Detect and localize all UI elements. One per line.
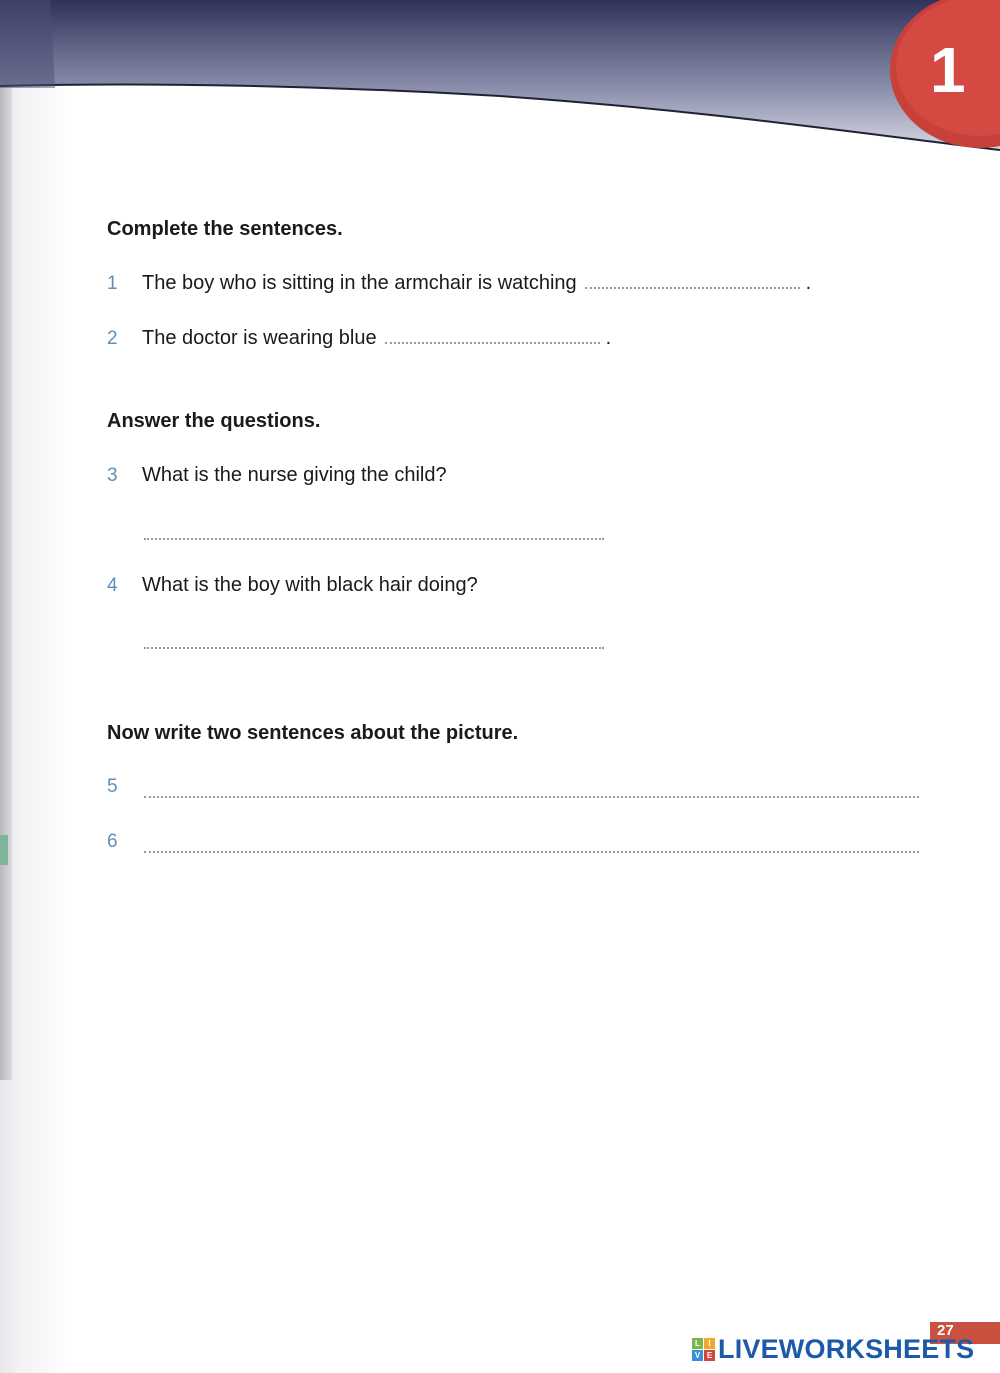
logo-grid-icon xyxy=(692,1338,715,1361)
logo-text: LIVEWORKSHEETS xyxy=(718,1334,975,1364)
book-spine xyxy=(0,80,12,1080)
answer-blank-1[interactable] xyxy=(585,273,800,289)
question-6 xyxy=(107,831,142,853)
page-number: 27 xyxy=(937,1322,954,1339)
question-text: The boy who is sitting in the armchair is watching xyxy=(142,272,577,294)
answer-line-6[interactable] xyxy=(144,849,919,853)
question-number: 6 xyxy=(107,831,118,852)
logo-letter: I xyxy=(704,1338,715,1349)
logo-letter: E xyxy=(704,1350,715,1361)
sentence-period: . xyxy=(605,327,612,349)
answer-line-5[interactable] xyxy=(144,794,919,798)
question-number: 5 xyxy=(107,776,118,797)
question-text: What is the nurse giving the child? xyxy=(142,464,447,486)
sentence-period: . xyxy=(805,272,812,294)
question-number: 4 xyxy=(107,575,118,596)
spine-mark xyxy=(0,835,8,865)
question-number: 1 xyxy=(107,273,118,294)
header-banner xyxy=(0,0,1000,160)
question-5 xyxy=(107,776,142,798)
answer-blank-2[interactable] xyxy=(385,328,600,344)
question-4 xyxy=(107,574,478,597)
question-number: 3 xyxy=(107,465,118,486)
question-number: 2 xyxy=(107,328,118,349)
liveworksheets-logo xyxy=(692,1334,974,1365)
question-text: What is the boy with black hair doing? xyxy=(142,574,478,596)
question-3 xyxy=(107,464,447,487)
logo-letter: L xyxy=(692,1338,703,1349)
question-text: The doctor is wearing blue xyxy=(142,327,377,349)
heading-answer-questions: Answer the questions. xyxy=(107,410,321,432)
question-1 xyxy=(107,272,811,295)
answer-line-4[interactable] xyxy=(144,645,604,649)
question-2 xyxy=(107,327,611,350)
logo-letter: V xyxy=(692,1350,703,1361)
heading-write-sentences: Now write two sentences about the picture. xyxy=(107,722,519,744)
answer-line-3[interactable] xyxy=(144,536,604,540)
heading-complete-sentences: Complete the sentences. xyxy=(107,218,343,240)
chapter-number: 1 xyxy=(930,34,966,106)
